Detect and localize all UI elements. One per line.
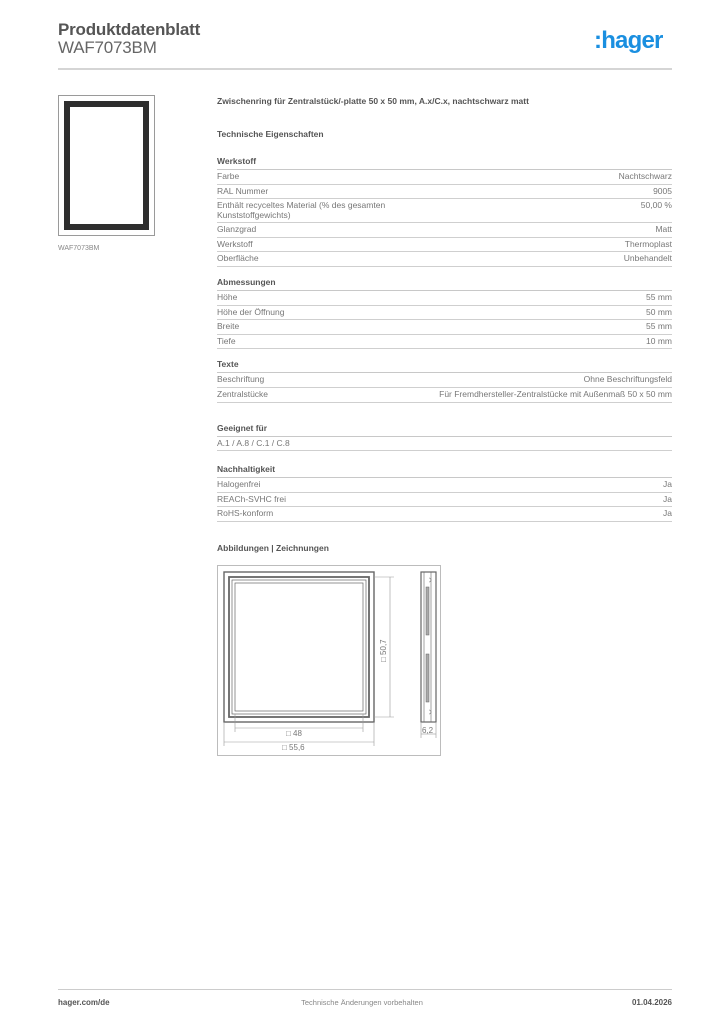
drawings-heading: Abbildungen | Zeichnungen [217, 542, 329, 553]
spec-row [217, 335, 672, 350]
spec-value: 50,00 % [640, 200, 672, 211]
spec-key: RoHS-konform [217, 508, 274, 519]
section-title: Texte [217, 359, 672, 373]
spec-row [217, 478, 672, 493]
spec-value: 55 mm [646, 321, 672, 332]
spec-row [217, 185, 672, 200]
spec-key: Enthält recyceltes Material (% des gesamten Kunststoffgewichts) [217, 200, 386, 221]
section-title: Werkstoff [217, 156, 672, 170]
section-nachhaltigkeit [217, 464, 672, 522]
dim-height-label: □ 50,7 [379, 639, 388, 662]
spec-row [217, 223, 672, 238]
spec-row [217, 199, 672, 223]
section-geeignet-fuer [217, 423, 672, 452]
footer-notice: Technische Änderungen vorbehalten [301, 998, 423, 1007]
frame-icon [64, 101, 149, 230]
dim-inner-width-label: □ 48 [286, 729, 302, 738]
spec-value: Unbehandelt [623, 253, 672, 264]
section-abmessungen [217, 277, 672, 349]
spec-key: Glanzgrad [217, 224, 257, 235]
spec-value: Ohne Beschriftungsfeld [583, 374, 672, 385]
spec-row [217, 437, 672, 452]
document-title: Produktdatenblatt [58, 20, 201, 39]
section-title: Geeignet für [217, 423, 672, 437]
spec-key: Beschriftung [217, 374, 265, 385]
spec-value: 10 mm [646, 335, 672, 346]
section-title: Nachhaltigkeit [217, 464, 672, 478]
dim-depth-label: 6,2 [422, 726, 434, 735]
front-view-drawing [224, 572, 374, 722]
spec-row [217, 252, 672, 267]
spec-key: Höhe der Öffnung [217, 306, 285, 317]
side-view-drawing [421, 572, 436, 722]
dim-outer-width-label: □ 55,6 [282, 743, 305, 752]
spec-key: RAL Nummer [217, 185, 269, 196]
spec-value: Thermoplast [624, 238, 672, 249]
footer-date: 01.04.2026 [631, 998, 672, 1007]
spec-value: Für Fremdhersteller-Zentralstücke mit Außenmaß 50 x 50 mm [439, 388, 672, 399]
product-image-caption: WAF7073BM [58, 245, 100, 252]
spec-key: Breite [217, 321, 240, 332]
spec-value: Ja [663, 493, 672, 504]
technical-drawing [217, 565, 441, 756]
spec-row [217, 507, 672, 522]
spec-key: Werkstoff [217, 238, 253, 249]
spec-row [217, 373, 672, 388]
spec-value: Ja [663, 479, 672, 490]
product-image [58, 95, 155, 236]
spec-value: 55 mm [646, 291, 672, 302]
spec-row [217, 320, 672, 335]
section-texte [217, 359, 672, 402]
hager-logo: :hager [594, 27, 663, 54]
spec-value: Nachtschwarz [618, 171, 672, 181]
footer-divider [58, 989, 672, 990]
spec-value: 9005 [653, 185, 672, 196]
header-divider [58, 68, 672, 70]
spec-value: Ja [663, 508, 672, 519]
spec-value: 50 mm [646, 306, 672, 317]
spec-key: Oberfläche [217, 253, 259, 264]
spec-key: Tiefe [217, 335, 236, 346]
product-code: WAF7073BM [58, 38, 157, 57]
technical-properties-heading: Technische Eigenschaften [217, 129, 324, 139]
spec-row [217, 388, 672, 403]
spec-row [217, 238, 672, 253]
spec-key: REACh-SVHC frei [217, 493, 286, 504]
spec-row [217, 170, 672, 185]
product-description: Zwischenring für Zentralstück/-platte 50 x 50 mm, A.x/C.x, nachtschwarz matt [217, 96, 529, 106]
footer-website-link[interactable]: hager.com/de [58, 998, 110, 1007]
section-title: Abmessungen [217, 277, 672, 291]
spec-row [217, 291, 672, 306]
compatible-series: A.1 / A.8 / C.1 / C.8 [217, 437, 290, 448]
spec-row [217, 493, 672, 508]
spec-value: Matt [655, 224, 672, 235]
product-specs [217, 96, 672, 555]
spec-key: Zentralstücke [217, 388, 269, 399]
spec-key: Halogenfrei [217, 479, 261, 490]
section-werkstoff [217, 156, 672, 267]
spec-row [217, 306, 672, 321]
spec-key: Farbe [217, 171, 240, 181]
spec-key: Höhe [217, 291, 238, 302]
